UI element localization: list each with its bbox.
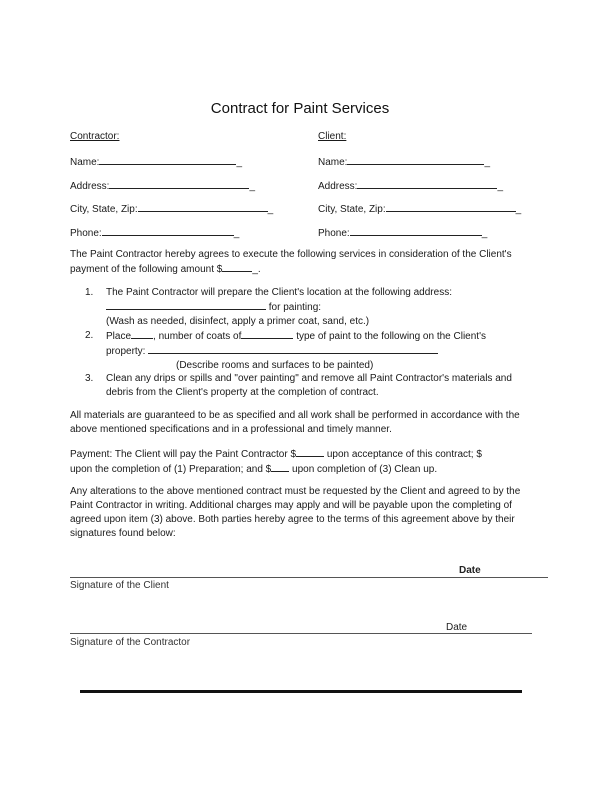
bottom-divider bbox=[80, 690, 522, 693]
payment-acceptance-line[interactable] bbox=[296, 447, 324, 457]
alterations-line-3: agreed upon item (3) above. Both parties hereby agree to the terms of this agreement above by their bbox=[70, 514, 515, 525]
intro-amount-label: payment of the following amount $ bbox=[70, 264, 223, 275]
client-name-field[interactable]: Name: _ bbox=[318, 157, 491, 168]
client-city-label: City, State, Zip: bbox=[318, 204, 386, 215]
contractor-address-field[interactable]: Address: _ bbox=[70, 181, 256, 192]
item-1-line-3: (Wash as needed, disinfect, apply a primer coat, sand, etc.) bbox=[106, 316, 370, 327]
item-1-suffix: for painting: bbox=[268, 302, 322, 313]
item-number: 2. bbox=[85, 330, 94, 341]
item-number: 1. bbox=[85, 287, 94, 298]
client-city-line[interactable] bbox=[386, 202, 516, 212]
client-name-line[interactable] bbox=[347, 155, 484, 165]
client-signature-label: Signature of the Client bbox=[70, 580, 169, 591]
client-signature-line[interactable] bbox=[70, 577, 548, 578]
item-2-place: Place bbox=[106, 331, 132, 342]
contractor-phone-line[interactable] bbox=[102, 226, 234, 236]
item-2-rest: type of paint to the following on the Client's bbox=[296, 331, 486, 342]
payment-text-1a: Payment: The Client will pay the Paint Contractor $ bbox=[70, 449, 297, 460]
item-2-line-1: Place , number of coats of type of paint to the following on the Client's bbox=[106, 331, 486, 342]
item-3-line-2: debris from the Client's property at the completion of contract. bbox=[106, 387, 379, 398]
contractor-signature-label: Signature of the Contractor bbox=[70, 637, 191, 648]
item-2-line-2 bbox=[106, 344, 561, 359]
contractor-phone-label: Phone: bbox=[70, 228, 102, 239]
item-3-line-1: Clean any drips or spills and "over painting" and remove all Paint Contractor's materials and bbox=[106, 373, 512, 384]
alterations-line-4: signatures found below: bbox=[70, 528, 176, 539]
contractor-city-field[interactable]: City, State, Zip: _ bbox=[70, 204, 274, 215]
payment-line-2 bbox=[70, 462, 560, 477]
item-2-place-line[interactable] bbox=[131, 329, 153, 339]
client-phone-label: Phone: bbox=[318, 228, 350, 239]
client-address-field[interactable]: Address: _ bbox=[318, 181, 504, 192]
item-number: 3. bbox=[85, 373, 94, 384]
client-heading: Client: bbox=[318, 131, 347, 142]
payment-text-2a: upon the completion of (1) Preparation; and $ bbox=[70, 464, 272, 475]
guarantee-line-2: above mentioned specifications and in a professional and timely manner. bbox=[70, 424, 392, 435]
client-address-label: Address: bbox=[318, 181, 358, 192]
guarantee-paragraph bbox=[70, 409, 560, 437]
alterations-line-1: Any alterations to the above mentioned contract must be requested by the Client and agreed to by the bbox=[70, 486, 521, 497]
item-2-line-3: (Describe rooms and surfaces to be painted) bbox=[176, 360, 374, 371]
contractor-name-line[interactable] bbox=[99, 155, 236, 165]
contractor-name-label: Name: bbox=[70, 157, 100, 168]
alterations-line-2: Paint Contractor in writing. Additional charges may apply and will be payable upon the completing of bbox=[70, 500, 512, 511]
intro-line-2: payment of the following amount $ _. bbox=[70, 264, 261, 275]
amount-line[interactable] bbox=[222, 262, 252, 272]
item-1-line-1: The Paint Contractor will prepare the Client's location at the following address: bbox=[106, 287, 452, 298]
contractor-name-field[interactable]: Name: _ bbox=[70, 157, 243, 168]
payment-preparation-line[interactable] bbox=[271, 462, 289, 472]
item-1-line-2 bbox=[106, 300, 561, 315]
payment-paragraph bbox=[70, 447, 560, 477]
contractor-city-line[interactable] bbox=[138, 202, 268, 212]
client-phone-line[interactable] bbox=[350, 226, 482, 236]
contractor-signature-line[interactable] bbox=[70, 633, 532, 634]
payment-text-2b: upon completion of (3) Clean up. bbox=[292, 464, 438, 475]
client-phone-field[interactable]: Phone: _ bbox=[318, 228, 488, 239]
client-name-label: Name: bbox=[318, 157, 348, 168]
intro-line-1: The Paint Contractor hereby agrees to execute the following services in consideration of the Client's bbox=[70, 249, 512, 260]
item-2-coats-line[interactable] bbox=[241, 329, 293, 339]
page-title: Contract for Paint Services bbox=[210, 100, 390, 117]
item-2-property-line[interactable] bbox=[148, 344, 438, 354]
client-city-field[interactable]: City, State, Zip: _ bbox=[318, 204, 522, 215]
contractor-phone-field[interactable]: Phone: _ bbox=[70, 228, 240, 239]
contractor-heading: Contractor: bbox=[70, 131, 120, 142]
payment-line-1 bbox=[70, 447, 560, 462]
alterations-paragraph bbox=[70, 485, 560, 541]
client-date-label: Date bbox=[459, 565, 481, 576]
intro-paragraph bbox=[70, 248, 560, 277]
contractor-date-label: Date bbox=[446, 622, 468, 633]
item-2-coats: number of coats of bbox=[158, 331, 242, 342]
contractor-address-label: Address: bbox=[70, 181, 110, 192]
item-1-address-line[interactable] bbox=[106, 300, 266, 310]
payment-text-1b: upon acceptance of this contract; $ bbox=[326, 449, 482, 460]
client-address-line[interactable] bbox=[357, 179, 497, 189]
contractor-city-label: City, State, Zip: bbox=[70, 204, 138, 215]
item-2-property: property: bbox=[106, 346, 146, 357]
guarantee-line-1: All materials are guaranteed to be as specified and all work shall be performed in accordance with the bbox=[70, 410, 520, 421]
contractor-address-line[interactable] bbox=[109, 179, 249, 189]
